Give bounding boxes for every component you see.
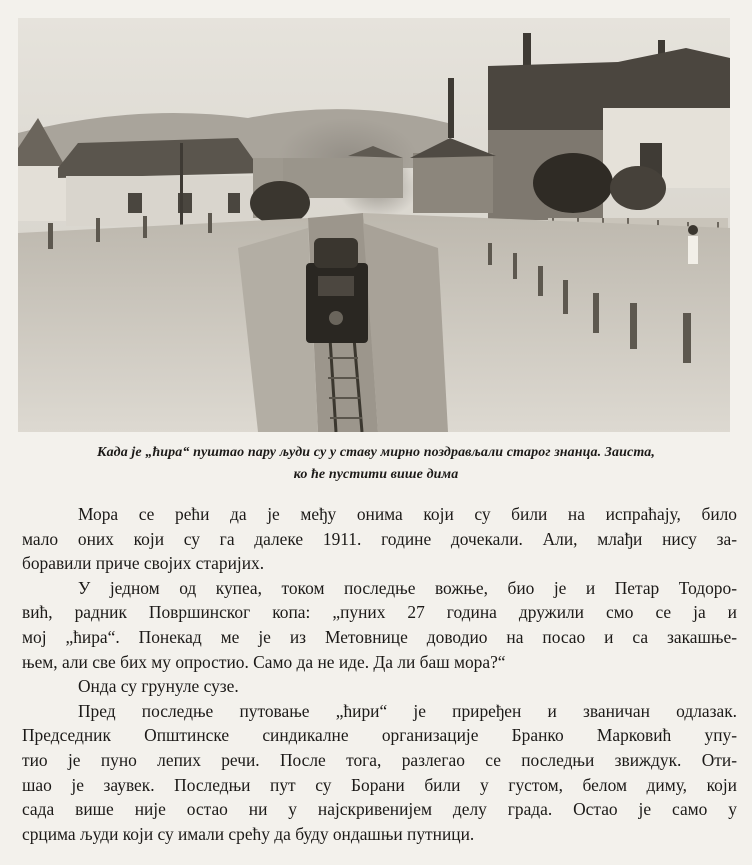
paragraph (22, 699, 737, 847)
paragraph (22, 674, 737, 699)
paragraph (22, 576, 737, 674)
text-line: сада више није остао ни у најскривенијем делу града. Остао је само у (22, 799, 737, 820)
paragraph (22, 502, 737, 576)
text-line: мало оних који су га далеке 1911. године дочекали. Али, млађи нису за- (22, 528, 737, 549)
text-line: вић, радник Површинског копа: „пуних 27 година дружили смо се ја и (22, 602, 737, 623)
text-line: боравили приче својих старијих. (22, 553, 265, 574)
historical-photo-steam-train (18, 18, 730, 432)
text-line: мој „ћира“. Понекад ме је из Метовнице доводио на посао и са закашње- (22, 626, 737, 647)
figure-caption (18, 442, 734, 486)
caption-line: Када је „ћира“ пуштао пару људи су у ставу мирно поздрављали старог знанца. Заиста, (96, 445, 656, 460)
text-line: срцима људи који су имали срећу да буду ондашњи путници. (22, 823, 475, 844)
article-body (22, 502, 737, 846)
text-line: тио је пуно лепих речи. После тога, разлегао се последњи звиждук. Оти- (22, 749, 737, 770)
text-line: њем, али све бих му опростио. Само да не иде. Да ли баш мора?“ (22, 651, 506, 672)
text-line: Онда су грунуле сузе. (78, 676, 239, 697)
text-line: У једном од купеа, током последње вожње, био је и Петар Тодоро- (78, 577, 737, 598)
text-line: Мора се рећи да је међу онима који су били на испраћају, било (78, 504, 737, 524)
photo-illustration (18, 18, 730, 432)
caption-line: ко ће пустити више дима (293, 467, 459, 482)
text-line: Председник Општинске синдикалне организације Бранко Марковић упу- (22, 725, 737, 746)
text-line: Пред последње путовање „ћири“ је приређен и званичан одлазак. (78, 700, 737, 721)
text-line: шао је заувек. Последњи пут су Борани били у густом, белом диму, који (22, 774, 737, 795)
